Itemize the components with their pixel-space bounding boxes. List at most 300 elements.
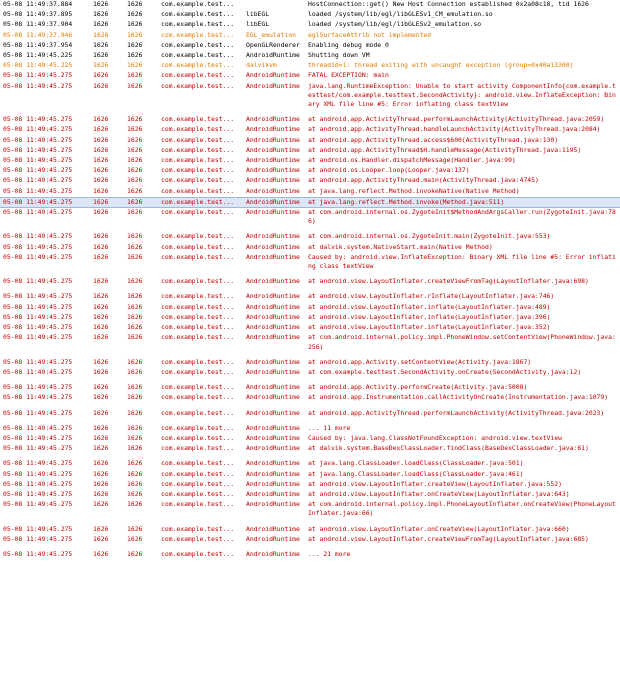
log-row[interactable] bbox=[0, 136, 620, 146]
log-tag: AndroidRuntime bbox=[246, 479, 300, 488]
log-pid: 1626 bbox=[93, 10, 109, 19]
log-pid: 1626 bbox=[93, 383, 109, 392]
log-message: loaded /system/lib/egl/libGLESv2_emulation.so bbox=[308, 20, 482, 29]
log-time: 05-08 11:49:45.275 bbox=[3, 115, 73, 124]
log-time: 05-08 11:49:45.275 bbox=[3, 242, 73, 251]
log-application: com.example.test... bbox=[161, 408, 235, 417]
log-tag: AndroidRuntime bbox=[246, 333, 300, 342]
log-message: at android.app.Activity.performCreate(Activity.java:5008) bbox=[308, 383, 528, 392]
log-time: 05-08 11:49:45.275 bbox=[3, 383, 73, 392]
log-time: 05-08 11:49:45.225 bbox=[3, 51, 73, 60]
log-application: com.example.test... bbox=[161, 444, 235, 453]
log-message: at android.view.LayoutInflater.inflate(LayoutInflater.java:396) bbox=[308, 312, 551, 321]
log-tid: 1626 bbox=[127, 252, 143, 261]
log-application: com.example.test... bbox=[161, 176, 235, 185]
log-row[interactable] bbox=[0, 20, 620, 30]
log-message: at android.app.ActivityThread.performLaunchActivity(ActivityThread.java:2059) bbox=[308, 115, 605, 124]
log-pid: 1626 bbox=[93, 500, 109, 509]
log-tid: 1626 bbox=[127, 71, 143, 80]
log-pid: 1626 bbox=[93, 81, 109, 90]
log-tag: AndroidRuntime bbox=[246, 242, 300, 251]
log-tag: AndroidRuntime bbox=[246, 197, 300, 206]
log-application: com.example.test... bbox=[161, 549, 235, 558]
log-application: com.example.test... bbox=[161, 30, 235, 39]
log-pid: 1626 bbox=[93, 393, 109, 402]
log-tag: AndroidRuntime bbox=[246, 534, 300, 543]
log-message: java.lang.RuntimeException: Unable to start activity ComponentInfo{com.example.testtest/com.example.testtest.SecondActivity}: android.view.InflateException: Binary XML file line #5: Error inflating class textView bbox=[308, 81, 616, 109]
log-application: com.example.test... bbox=[161, 433, 235, 442]
log-tid: 1626 bbox=[127, 423, 143, 432]
log-tag: AndroidRuntime bbox=[246, 166, 300, 175]
log-pid: 1626 bbox=[93, 156, 109, 165]
log-tag: libEGL bbox=[246, 20, 270, 29]
log-row[interactable] bbox=[0, 232, 620, 242]
log-tid: 1626 bbox=[127, 500, 143, 509]
log-tag: AndroidRuntime bbox=[246, 292, 300, 301]
log-tid: 1626 bbox=[127, 277, 143, 286]
log-tag: AndroidRuntime bbox=[246, 469, 300, 478]
log-tag: AndroidRuntime bbox=[246, 277, 300, 286]
log-pid: 1626 bbox=[93, 71, 109, 80]
log-tag: AndroidRuntime bbox=[246, 176, 300, 185]
log-message: at android.app.Instrumentation.callActivityOnCreate(Instrumentation.java:1079) bbox=[308, 393, 609, 402]
log-row[interactable] bbox=[0, 535, 620, 545]
log-time: 05-08 11:49:45.275 bbox=[3, 524, 73, 533]
log-application: com.example.test... bbox=[161, 156, 235, 165]
log-message: at android.view.LayoutInflater.rInflate(LayoutInflater.java:746) bbox=[308, 292, 555, 301]
log-message: at dalvik.system.BaseDexClassLoader.findClass(BaseDexClassLoader.java:61) bbox=[308, 444, 589, 453]
log-application: com.example.test... bbox=[161, 145, 235, 154]
log-pid: 1626 bbox=[93, 444, 109, 453]
log-row[interactable] bbox=[0, 146, 620, 156]
log-message: at android.view.LayoutInflater.createViewFromTag(LayoutInflater.java:685) bbox=[308, 534, 589, 543]
log-time: 05-08 11:49:45.275 bbox=[3, 186, 73, 195]
log-message: at java.lang.reflect.Method.invokeNative(Native Method) bbox=[308, 186, 520, 195]
log-time: 05-08 11:49:45.275 bbox=[3, 81, 73, 90]
log-message: at dalvik.system.NativeStart.main(Native Method) bbox=[308, 242, 493, 251]
log-pid: 1626 bbox=[93, 323, 109, 332]
log-application: com.example.test... bbox=[161, 302, 235, 311]
log-tag: AndroidRuntime bbox=[246, 500, 300, 509]
log-message: at android.app.ActivityThread$H.handleMessage(ActivityThread.java:1195) bbox=[308, 145, 582, 154]
log-time: 05-08 11:49:45.275 bbox=[3, 469, 73, 478]
log-time: 05-08 11:49:45.275 bbox=[3, 323, 73, 332]
log-tid: 1626 bbox=[127, 186, 143, 195]
log-pid: 1626 bbox=[93, 51, 109, 60]
log-application: com.example.test... bbox=[161, 393, 235, 402]
log-application: com.example.test... bbox=[161, 208, 235, 217]
log-tid: 1626 bbox=[127, 115, 143, 124]
log-tag: OpenGLRenderer bbox=[246, 40, 300, 49]
log-message: at android.os.Handler.dispatchMessage(Handler.java:99) bbox=[308, 156, 516, 165]
log-tag: AndroidRuntime bbox=[246, 232, 300, 241]
log-pid: 1626 bbox=[93, 61, 109, 70]
log-tid: 1626 bbox=[127, 30, 143, 39]
log-application: com.example.test... bbox=[161, 292, 235, 301]
log-time: 05-08 11:49:45.275 bbox=[3, 232, 73, 241]
log-pid: 1626 bbox=[93, 197, 109, 206]
log-row[interactable] bbox=[0, 333, 620, 352]
log-tid: 1626 bbox=[127, 323, 143, 332]
log-row[interactable] bbox=[0, 253, 620, 272]
log-tid: 1626 bbox=[127, 534, 143, 543]
log-pid: 1626 bbox=[93, 20, 109, 29]
log-application: com.example.test... bbox=[161, 534, 235, 543]
log-tid: 1626 bbox=[127, 145, 143, 154]
log-pid: 1626 bbox=[93, 479, 109, 488]
log-message: ... 11 more bbox=[308, 423, 351, 432]
log-application: com.example.test... bbox=[161, 40, 235, 49]
log-time: 05-08 11:49:45.275 bbox=[3, 312, 73, 321]
log-message: at android.app.ActivityThread.performLaunchActivity(ActivityThread.java:2023) bbox=[308, 408, 605, 417]
log-tid: 1626 bbox=[127, 135, 143, 144]
log-message: at android.view.LayoutInflater.createViewFromTag(LayoutInflater.java:698) bbox=[308, 277, 589, 286]
log-tag: AndroidRuntime bbox=[246, 156, 300, 165]
log-pid: 1626 bbox=[93, 357, 109, 366]
log-tag: AndroidRuntime bbox=[246, 51, 300, 60]
log-time: 05-08 11:49:45.275 bbox=[3, 292, 73, 301]
log-message: at android.os.Looper.loop(Looper.java:137) bbox=[308, 166, 470, 175]
log-application: com.example.test... bbox=[161, 242, 235, 251]
log-tag: AndroidRuntime bbox=[246, 357, 300, 366]
log-tid: 1626 bbox=[127, 489, 143, 498]
log-tag: AndroidRuntime bbox=[246, 444, 300, 453]
log-tid: 1626 bbox=[127, 433, 143, 442]
log-application: com.example.test... bbox=[161, 0, 235, 8]
log-time: 05-08 11:49:45.275 bbox=[3, 534, 73, 543]
log-time: 05-08 11:49:45.275 bbox=[3, 549, 73, 558]
log-tid: 1626 bbox=[127, 524, 143, 533]
log-tid: 1626 bbox=[127, 51, 143, 60]
log-application: com.example.test... bbox=[161, 125, 235, 134]
log-tag: AndroidRuntime bbox=[246, 115, 300, 124]
log-tid: 1626 bbox=[127, 479, 143, 488]
log-message: at android.view.LayoutInflater.onCreateView(LayoutInflater.java:643) bbox=[308, 489, 570, 498]
log-row[interactable] bbox=[0, 156, 620, 166]
log-pid: 1626 bbox=[93, 40, 109, 49]
log-message: at android.view.LayoutInflater.inflate(LayoutInflater.java:352) bbox=[308, 323, 551, 332]
log-pid: 1626 bbox=[93, 115, 109, 124]
log-row[interactable] bbox=[0, 525, 620, 535]
log-tid: 1626 bbox=[127, 469, 143, 478]
log-application: com.example.test... bbox=[161, 367, 235, 376]
log-pid: 1626 bbox=[93, 186, 109, 195]
log-message: at android.app.ActivityThread.handleLaunchActivity(ActivityThread.java:2084) bbox=[308, 125, 601, 134]
log-time: 05-08 11:49:45.275 bbox=[3, 433, 73, 442]
log-tid: 1626 bbox=[127, 408, 143, 417]
log-application: com.example.test... bbox=[161, 232, 235, 241]
log-tag: libEGL bbox=[246, 10, 270, 19]
log-tag: AndroidRuntime bbox=[246, 459, 300, 468]
log-time: 05-08 11:49:45.275 bbox=[3, 393, 73, 402]
log-tag: AndroidRuntime bbox=[246, 323, 300, 332]
log-pid: 1626 bbox=[93, 0, 109, 8]
log-time: 05-08 11:49:45.275 bbox=[3, 156, 73, 165]
log-tid: 1626 bbox=[127, 166, 143, 175]
log-application: com.example.test... bbox=[161, 135, 235, 144]
log-time: 05-08 11:49:45.275 bbox=[3, 125, 73, 134]
log-row[interactable] bbox=[0, 434, 620, 444]
log-time: 05-08 11:49:45.275 bbox=[3, 489, 73, 498]
log-tag: AndroidRuntime bbox=[246, 252, 300, 261]
log-time: 05-08 11:49:37.895 bbox=[3, 10, 73, 19]
log-application: com.example.test... bbox=[161, 61, 235, 70]
log-message: at com.android.internal.policy.impl.PhoneWindow.setContentView(PhoneWindow.java:256) bbox=[308, 333, 616, 351]
log-tid: 1626 bbox=[127, 156, 143, 165]
log-tid: 1626 bbox=[127, 125, 143, 134]
log-tid: 1626 bbox=[127, 81, 143, 90]
log-row[interactable] bbox=[0, 41, 620, 51]
log-application: com.example.test... bbox=[161, 357, 235, 366]
log-row[interactable] bbox=[0, 51, 620, 61]
log-message: at android.app.ActivityThread.main(ActivityThread.java:4745) bbox=[308, 176, 539, 185]
log-tag: dalvikvm bbox=[246, 61, 277, 70]
log-application: com.example.test... bbox=[161, 489, 235, 498]
log-row[interactable] bbox=[0, 480, 620, 490]
log-message: at com.android.internal.policy.impl.PhoneLayoutInflater.onCreateView(PhoneLayoutInflater.java:66) bbox=[308, 500, 616, 518]
log-pid: 1626 bbox=[93, 459, 109, 468]
log-time: 05-08 11:49:45.275 bbox=[3, 500, 73, 509]
log-message: at android.view.LayoutInflater.onCreateView(LayoutInflater.java:660) bbox=[308, 524, 570, 533]
log-tag: AndroidRuntime bbox=[246, 367, 300, 376]
log-message: at android.app.Activity.setContentView(Activity.java:1867) bbox=[308, 357, 532, 366]
log-tid: 1626 bbox=[127, 459, 143, 468]
log-time: 05-08 11:49:45.275 bbox=[3, 444, 73, 453]
log-time: 05-08 11:49:37.946 bbox=[3, 30, 73, 39]
log-application: com.example.test... bbox=[161, 459, 235, 468]
log-pid: 1626 bbox=[93, 30, 109, 39]
log-row[interactable] bbox=[0, 444, 620, 454]
log-application: com.example.test... bbox=[161, 10, 235, 19]
log-time: 05-08 11:49:45.275 bbox=[3, 479, 73, 488]
log-tag: AndroidRuntime bbox=[246, 524, 300, 533]
log-time: 05-08 11:49:45.275 bbox=[3, 423, 73, 432]
log-tag: EGL_emulation bbox=[246, 30, 297, 39]
log-pid: 1626 bbox=[93, 408, 109, 417]
log-pid: 1626 bbox=[93, 433, 109, 442]
log-message: ... 21 more bbox=[308, 549, 351, 558]
log-row[interactable] bbox=[0, 125, 620, 135]
log-pid: 1626 bbox=[93, 242, 109, 251]
log-time: 05-08 11:49:45.275 bbox=[3, 408, 73, 417]
log-row[interactable] bbox=[0, 424, 620, 434]
log-message: HostConnection::get() New Host Connection established 0x2a08c18, tid 1626 bbox=[308, 0, 589, 8]
log-tag: AndroidRuntime bbox=[246, 393, 300, 402]
log-row[interactable] bbox=[0, 277, 620, 287]
log-time: 05-08 11:49:45.275 bbox=[3, 333, 73, 342]
log-row[interactable] bbox=[0, 208, 620, 227]
log-tag: AndroidRuntime bbox=[246, 408, 300, 417]
log-time: 05-08 11:49:45.275 bbox=[3, 367, 73, 376]
log-tid: 1626 bbox=[127, 197, 143, 206]
log-tag: AndroidRuntime bbox=[246, 125, 300, 134]
log-row[interactable] bbox=[0, 187, 620, 197]
log-tag: AndroidRuntime bbox=[246, 208, 300, 217]
log-pid: 1626 bbox=[93, 367, 109, 376]
log-pid: 1626 bbox=[93, 135, 109, 144]
log-row[interactable] bbox=[0, 490, 620, 500]
log-message: at com.android.internal.os.ZygoteInit$MethodAndArgsCaller.run(ZygoteInit.java:786) bbox=[308, 208, 616, 226]
log-time: 05-08 11:49:45.225 bbox=[3, 61, 73, 70]
log-time: 05-08 11:49:45.275 bbox=[3, 197, 73, 206]
log-pid: 1626 bbox=[93, 423, 109, 432]
log-pid: 1626 bbox=[93, 302, 109, 311]
log-row[interactable] bbox=[0, 470, 620, 480]
log-application: com.example.test... bbox=[161, 51, 235, 60]
log-pid: 1626 bbox=[93, 232, 109, 241]
log-tid: 1626 bbox=[127, 40, 143, 49]
log-tid: 1626 bbox=[127, 242, 143, 251]
log-application: com.example.test... bbox=[161, 20, 235, 29]
log-row[interactable] bbox=[0, 500, 620, 519]
log-tag: AndroidRuntime bbox=[246, 186, 300, 195]
log-row[interactable] bbox=[0, 323, 620, 333]
log-message: threadid=1: thread exiting with uncaught exception (group=0x40a13300) bbox=[308, 61, 574, 70]
log-pid: 1626 bbox=[93, 176, 109, 185]
log-time: 05-08 11:49:45.275 bbox=[3, 166, 73, 175]
log-application: com.example.test... bbox=[161, 81, 235, 90]
log-tag: AndroidRuntime bbox=[246, 489, 300, 498]
log-tag: AndroidRuntime bbox=[246, 81, 300, 90]
log-tid: 1626 bbox=[127, 232, 143, 241]
log-time: 05-08 11:49:37.904 bbox=[3, 20, 73, 29]
log-pid: 1626 bbox=[93, 469, 109, 478]
log-tid: 1626 bbox=[127, 333, 143, 342]
log-pid: 1626 bbox=[93, 125, 109, 134]
log-row[interactable] bbox=[0, 550, 620, 560]
log-tid: 1626 bbox=[127, 20, 143, 29]
log-time: 05-08 11:49:45.275 bbox=[3, 71, 73, 80]
log-tid: 1626 bbox=[127, 302, 143, 311]
log-time: 05-08 11:49:45.275 bbox=[3, 277, 73, 286]
log-tag: AndroidRuntime bbox=[246, 71, 300, 80]
log-row[interactable] bbox=[0, 243, 620, 253]
log-time: 05-08 11:49:45.275 bbox=[3, 252, 73, 261]
log-pid: 1626 bbox=[93, 166, 109, 175]
log-message: FATAL EXCEPTION: main bbox=[308, 71, 389, 80]
log-row[interactable] bbox=[0, 115, 620, 125]
log-application: com.example.test... bbox=[161, 166, 235, 175]
log-application: com.example.test... bbox=[161, 469, 235, 478]
log-message: at com.android.internal.os.ZygoteInit.main(ZygoteInit.java:553) bbox=[308, 232, 551, 241]
log-row[interactable] bbox=[0, 82, 620, 111]
log-application: com.example.test... bbox=[161, 479, 235, 488]
log-row-selected[interactable] bbox=[0, 197, 620, 208]
log-tid: 1626 bbox=[127, 61, 143, 70]
log-pid: 1626 bbox=[93, 312, 109, 321]
log-time: 05-08 11:49:45.275 bbox=[3, 208, 73, 217]
log-message: Caused by: android.view.InflateException: Binary XML file line #5: Error inflating class textView bbox=[308, 252, 616, 271]
log-application: com.example.test... bbox=[161, 423, 235, 432]
log-pid: 1626 bbox=[93, 292, 109, 301]
log-tid: 1626 bbox=[127, 176, 143, 185]
log-row[interactable] bbox=[0, 61, 620, 71]
log-tag: AndroidRuntime bbox=[246, 549, 300, 558]
log-application: com.example.test... bbox=[161, 524, 235, 533]
log-time: 05-08 11:49:37.884 bbox=[3, 0, 73, 8]
log-tag: AndroidRuntime bbox=[246, 383, 300, 392]
log-message: at android.view.LayoutInflater.createView(LayoutInflater.java:552) bbox=[308, 479, 562, 488]
log-tid: 1626 bbox=[127, 292, 143, 301]
log-time: 05-08 11:49:45.275 bbox=[3, 302, 73, 311]
log-time: 05-08 11:49:45.275 bbox=[3, 176, 73, 185]
log-application: com.example.test... bbox=[161, 312, 235, 321]
log-application: com.example.test... bbox=[161, 115, 235, 124]
log-row[interactable] bbox=[0, 383, 620, 393]
log-row[interactable] bbox=[0, 459, 620, 469]
log-application: com.example.test... bbox=[161, 71, 235, 80]
log-time: 05-08 11:49:45.275 bbox=[3, 357, 73, 366]
log-tid: 1626 bbox=[127, 208, 143, 217]
log-application: com.example.test... bbox=[161, 197, 235, 206]
log-application: com.example.test... bbox=[161, 277, 235, 286]
log-pid: 1626 bbox=[93, 277, 109, 286]
log-message: Caused by: java.lang.ClassNotFoundException: android.view.textView bbox=[308, 433, 562, 442]
log-message: eglSurfaceAttrib not implemented bbox=[308, 30, 432, 39]
log-application: com.example.test... bbox=[161, 333, 235, 342]
log-row[interactable] bbox=[0, 368, 620, 378]
log-message: at java.lang.ClassLoader.loadClass(ClassLoader.java:501) bbox=[308, 459, 524, 468]
log-tid: 1626 bbox=[127, 444, 143, 453]
log-row[interactable] bbox=[0, 176, 620, 186]
log-application: com.example.test... bbox=[161, 252, 235, 261]
log-tag: AndroidRuntime bbox=[246, 312, 300, 321]
log-pid: 1626 bbox=[93, 534, 109, 543]
log-message: at com.example.testtest.SecondActivity.onCreate(SecondActivity.java:12) bbox=[308, 367, 582, 376]
log-message: loaded /system/lib/egl/libGLESv1_CM_emulation.so bbox=[308, 10, 493, 19]
log-row[interactable] bbox=[0, 358, 620, 368]
log-message: at android.view.LayoutInflater.inflate(LayoutInflater.java:489) bbox=[308, 302, 551, 311]
log-time: 05-08 11:49:45.275 bbox=[3, 459, 73, 468]
log-message: Shutting down VM bbox=[308, 51, 370, 60]
log-row[interactable] bbox=[0, 313, 620, 323]
log-application: com.example.test... bbox=[161, 383, 235, 392]
log-tag: AndroidRuntime bbox=[246, 433, 300, 442]
log-row[interactable] bbox=[0, 166, 620, 176]
log-row[interactable] bbox=[0, 10, 620, 20]
log-pid: 1626 bbox=[93, 145, 109, 154]
log-tid: 1626 bbox=[127, 383, 143, 392]
log-tid: 1626 bbox=[127, 393, 143, 402]
log-tid: 1626 bbox=[127, 10, 143, 19]
log-row[interactable] bbox=[0, 0, 620, 10]
log-pid: 1626 bbox=[93, 524, 109, 533]
log-row[interactable] bbox=[0, 303, 620, 313]
log-pid: 1626 bbox=[93, 489, 109, 498]
log-application: com.example.test... bbox=[161, 186, 235, 195]
log-tid: 1626 bbox=[127, 0, 143, 8]
log-tag: AndroidRuntime bbox=[246, 423, 300, 432]
log-tag: AndroidRuntime bbox=[246, 302, 300, 311]
log-tid: 1626 bbox=[127, 357, 143, 366]
log-row[interactable] bbox=[0, 409, 620, 419]
log-application: com.example.test... bbox=[161, 500, 235, 509]
log-row[interactable] bbox=[0, 292, 620, 302]
log-tid: 1626 bbox=[127, 549, 143, 558]
log-row[interactable] bbox=[0, 393, 620, 403]
log-message: Enabling debug mode 0 bbox=[308, 40, 389, 49]
log-time: 05-08 11:49:45.275 bbox=[3, 145, 73, 154]
log-tag: AndroidRuntime bbox=[246, 145, 300, 154]
log-message: at java.lang.reflect.Method.invoke(Method.java:511) bbox=[308, 197, 505, 206]
log-tag: AndroidRuntime bbox=[246, 135, 300, 144]
log-tid: 1626 bbox=[127, 312, 143, 321]
log-tid: 1626 bbox=[127, 367, 143, 376]
log-application: com.example.test... bbox=[161, 323, 235, 332]
log-pid: 1626 bbox=[93, 333, 109, 342]
log-row[interactable] bbox=[0, 71, 620, 81]
log-row[interactable] bbox=[0, 31, 620, 41]
